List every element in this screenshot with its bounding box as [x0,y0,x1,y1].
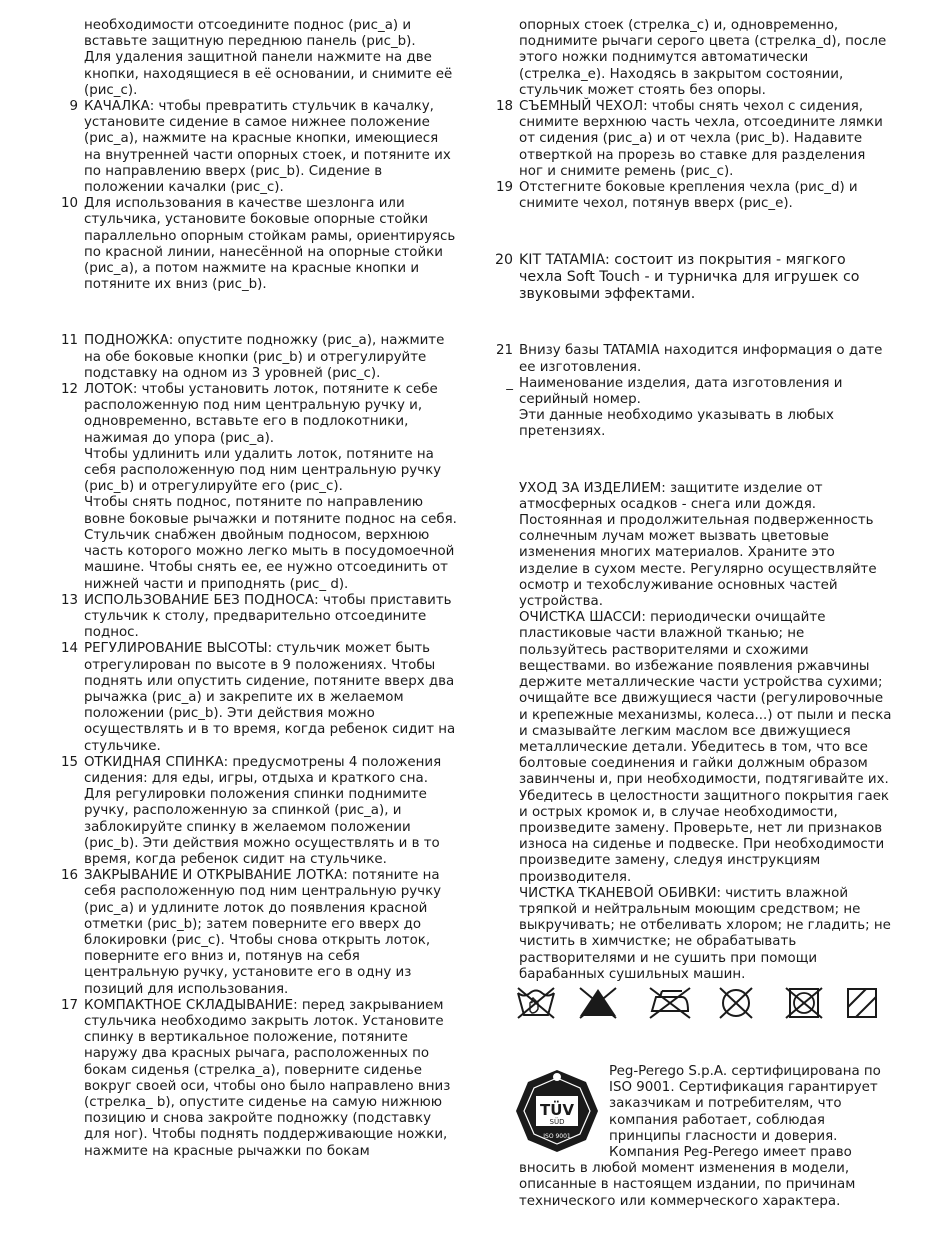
item-number: _ [506,375,513,391]
instruction-item-10 [58,196,458,293]
instruction-item-14 [58,641,458,754]
instruction-item-17 [58,998,458,1160]
item-text: KIT TATAMIA: состоит из покрытия - мягкого чехла Soft Touch - и турничка для игрушек со звуковыми эффектами. [519,252,860,303]
certification-paragraph-cont: вносить в любой момент изменения в модели, описанные в настоящем издании, по причинам технического или коммерческого характера. [519,1161,856,1209]
instruction-item-9 [58,99,458,196]
item-number: 15 [60,754,78,770]
item-text: СЪЕМНЫЙ ЧЕХОЛ: чтобы снять чехол с сидения, снимите верхнюю часть чехла, отсоедините лямки от сидения (рис_a) и от чехла (рис_b). Надавите отверткой на прорезь во ставке для разделения ног и снимите ремень (рис_c). [519,99,883,179]
no-bleach-icon [576,985,620,1019]
right-column [493,18,893,983]
instruction-item-21 [493,343,893,375]
no-iron-icon [646,985,694,1019]
certification-text [519,1064,894,1210]
logo-sub: SÜD [549,1118,565,1126]
item-number: 11 [60,333,78,349]
item-text: ЛОТОК: чтобы установить лоток, потяните к себе расположенную под ним центральную ручку и, одновременно, вставьте его в подлокотники, нажимая до упора (рис_a). [84,382,438,446]
item-text: опорных стоек (стрелка_c) и, одновременно, поднимите рычаги серого цвета (стрелка_d), после этого ножки поднимутся автоматически (стрелка_e). Находясь в закрытом состоянии, стульчик может стоять без опоры. [519,18,887,98]
item-number: 16 [60,868,78,884]
item-text: Внизу базы TATAMIA находится информация о дате ее изготовления. [519,343,883,375]
item-number: 20 [494,252,513,269]
logo-text: TÜV [539,1101,575,1119]
no-dry-clean-icon [714,985,758,1019]
item-number: 18 [495,99,513,115]
no-tumble-dry-icon [782,985,826,1019]
instruction-item-16 [58,868,458,998]
item-number: 10 [60,196,78,212]
instruction-item-18 [493,99,893,180]
instruction-item-20 [493,252,893,303]
item-number: 21 [495,343,513,359]
care-paragraph: УХОД ЗА ИЗДЕЛИЕМ: защитите изделие от атмосферных осадков - снега или дождя. Постоянная и продолжительная подверженность солнечным лучам может вызвать цветовые изменения многих материалов. Храните это изделие в сухом месте. Регулярно осуществляйте осмотр и техобслуживание основных частей устройства. [519,480,877,610]
item-number: 14 [60,641,78,657]
item-text: Наименование изделия, дата изготовления и серийный номер. [519,375,843,408]
item-number: 19 [495,180,513,196]
instruction-item-13 [58,593,458,642]
left-column [58,18,458,1160]
item-text: РЕГУЛИРОВАНИЕ ВЫСОТЫ: стульчик может быть отрегулирован по высоте в 9 положениях. Чтобы поднять или опустить сидение, потяните вверх два рычажка (рис_a) и закрепите их в желаемом положении (рис_b). Эти действия можно осуществлять и в то время, когда ребенок сидит на стульчике. [84,641,456,754]
item-text: Для использования в качестве шезлонга или стульчика, установите боковые опорные стойки параллельно опорным стойкам рамы, ориентируясь по красной линии, нанесённой на опорные стойки (рис_a), а потом нажмите на красные кнопки и потяните их вниз (рис_b). [84,196,456,293]
item-text: КАЧАЛКА: чтобы превратить стульчик в качалку, установите сидение в самое нижнее положение (рис_a), нажмите на красные кнопки, имеющиеся на внутренней части опорных стоек, и потяните их по направлению вверх (рис_b). Сидение в положении качалки (рис_c). [84,99,451,196]
item-text: Отстегните боковые крепления чехла (рис_d) и снимите чехол, потянув вверх (рис_e). [519,180,858,212]
instruction-item-15 [58,755,458,868]
item-text: ЗАКРЫВАНИЕ И ОТКРЫВАНИЕ ЛОТКА: потяните на себя расположенную под ним центральную ручку (рис_a) и удлините лоток до появления красной отметки (рис_b); затем поверните его вверх до блокировки (рис_c). Чтобы снова открыть лоток, поверните его вниз и, потянув на себя центральную ручку, установите его в одну из позиций для использования. [84,868,442,997]
item-number: 12 [60,382,78,398]
item-number: 9 [69,99,78,115]
item-text: Эти данные необходимо указывать в любых претензиях. [519,408,834,440]
instruction-item-17-cont [493,18,893,99]
chassis-cleaning-paragraph: ОЧИСТКА ШАССИ: периодически очищайте пластиковые части влажной тканью; не пользуйтесь растворителями и схожими веществами. во избежание появления ржавчины держите металлические части устройства сухими; очищайте все движущиеся части (регулировочные и крепежные механизмы, колеса...) от пыли и песка и смазывайте легким маслом все движущиеся металлические детали. Убедитесь в том, что все болтовые соединения и гайки должным образом завинчены и, при необходимости, подтягивайте их. Убедитесь в целостности защитного покрытия гаек и острых кромок и, в случае необходимости, произведите замену. Проверьте, нет ли признаков износа на сиденье и подвеске. При необходимости произведите замену, следуя инструкциям производителя. [519,610,892,885]
item-text: ИСПОЛЬЗОВАНИЕ БЕЗ ПОДНОСА: чтобы приставить стульчик к столу, предварительно отсоедините поднос. [84,592,452,641]
item-text: Стульчик снабжен двойным подносом, верхнюю часть которого можно легко мыть в посудомоечной машине. Чтобы снять ее, ее нужно отсоединить от нижней части и приподнять (рис_ d). [84,527,455,592]
item-text: необходимости отсоедините поднос (рис_a) и вставьте защитную переднюю панель (рис_b). [84,18,416,50]
item-text: КОМПАКТНОЕ СКЛАДЫВАНИЕ: перед закрыванием стульчика необходимо закрыть лоток. Установите спинку в вертикальное положение, потяните наружу два красных рычага, расположенных по бокам сиденья (стрелка_a), поверните сиденье вокруг своей оси, чтобы оно было направлено вниз (стрелка_ b), опустите сиденье на самую нижнюю позицию и снова закройте подножку (подставку для ног). Чтобы поднять поддерживающие ножки, нажмите на красные рычажки по бокам [84,997,451,1159]
item-text: Для удаления защитной панели нажмите на две кнопки, находящиеся в её основании, и снимите её (рис_c). [84,50,453,98]
care-section [493,481,893,983]
logo-iso: ISO 9001 [543,1133,571,1140]
item-number: 13 [60,592,78,608]
hand-wash-icon [514,985,558,1019]
instruction-item-21-sub [493,376,893,441]
item-text: Чтобы удлинить или удалить лоток, потяните на себя расположенную под ним центральную ручку (рис_b) и отрегулируйте его (рис_c). [84,446,442,495]
instruction-item-19 [493,180,893,212]
certification-paragraph: Peg-Perego S.p.A. сертифицирована по ISO 9001. Сертификация гарантирует заказчикам и потребителям, что компания работает, соблюдая принципы гласности и доверия. Компания Peg-Perego имеет право [609,1064,881,1161]
fabric-cleaning-paragraph: ЧИСТКА ТКАНЕВОЙ ОБИВКИ: чистить влажной тряпкой и нейтральным моющим средством; не выкручивать; не отбеливать хлором; не гладить; не чистить в химчистке; не обрабатывать растворителями и не сушить при помощи барабанных сушильных машин. [519,885,891,982]
item-text: Чтобы снять поднос, потяните по направлению вовне боковые рычажки и потяните поднос на себя. [84,495,457,527]
item-number: 17 [60,997,78,1013]
instruction-item-8-cont [58,18,458,99]
dry-icon [844,985,880,1019]
item-text: ОТКИДНАЯ СПИНКА: предусмотрены 4 положения сидения: для еды, игры, отдыха и краткого сна. Для регулировки положения спинки поднимите ручку, расположенную за спинкой (рис_a), и заблокируйте спинку в желаемом положении (рис_b). Эти действия можно осуществлять и в то время, когда ребенок сидит на стульчике. [84,754,442,867]
instruction-item-11 [58,333,458,382]
instruction-item-12 [58,382,458,593]
care-symbols [514,985,884,1021]
item-text: ПОДНОЖКА: опустите подножку (рис_a), нажмите на обе боковые кнопки (рис_b) и отрегулируйте подставку на одном из 3 уровней (рис_c). [84,333,445,381]
